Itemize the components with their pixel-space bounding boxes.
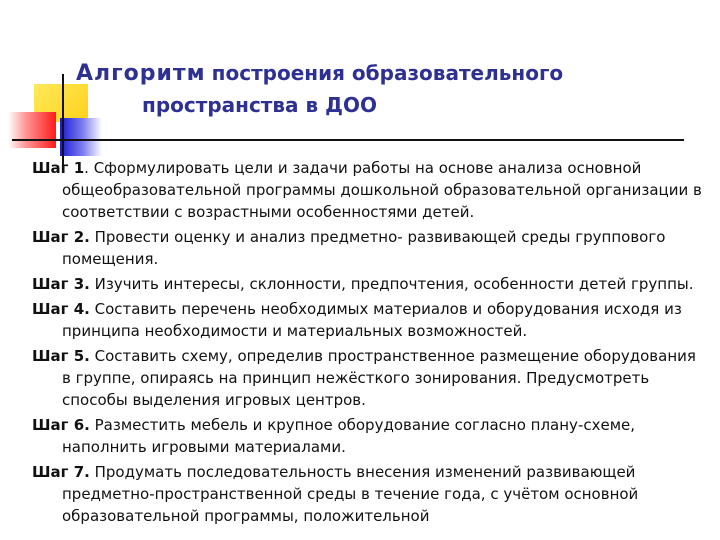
step-label: Шаг 5. <box>32 347 90 365</box>
step-label: Шаг 1 <box>32 159 85 177</box>
title-line1-rest: построения образовательного <box>211 61 564 85</box>
step-text: . Сформулировать цели и задачи работы на основе анализа основной общеобразовательной программы дошкольной образовательной организации в соответствии с возрастными особенностями детей. <box>62 159 702 221</box>
step-text: Продумать последовательность внесения изменений развивающей предметно-пространственной среды в течение года, с учётом основной образовательной программы, положительной <box>62 463 639 525</box>
decor-red-square <box>8 112 56 148</box>
slide-title <box>76 58 696 120</box>
step-item <box>32 157 708 223</box>
step-label: Шаг 3. <box>32 275 90 293</box>
step-item <box>32 298 708 342</box>
decor-blue-square <box>60 118 102 156</box>
step-text: Разместить мебель и крупное оборудование согласно плану-схеме, наполнить игровыми материалами. <box>62 416 636 456</box>
step-item <box>32 226 708 270</box>
step-item <box>32 414 708 458</box>
steps-list <box>32 157 708 530</box>
step-item <box>32 461 708 527</box>
step-text: Составить перечень необходимых материалов и оборудования исходя из принципа необходимости и материальных возможностей. <box>62 300 682 340</box>
step-item <box>32 345 708 411</box>
title-line2: пространства в ДОО <box>142 93 377 117</box>
step-label: Шаг 7. <box>32 463 90 481</box>
step-label: Шаг 4. <box>32 300 90 318</box>
step-text: Провести оценку и анализ предметно- развивающей среды группового помещения. <box>62 228 666 268</box>
step-label: Шаг 2. <box>32 228 90 246</box>
title-bold-word: Алгоритм <box>76 61 206 86</box>
title-divider-line <box>12 139 684 141</box>
step-text: Изучить интересы, склонности, предпочтения, особенности детей группы. <box>89 275 694 293</box>
step-text: Составить схему, определив пространственное размещение оборудования в группе, опираясь на принцип нежёсткого зонирования. Предусмотреть способы выделения игровых центров. <box>62 347 696 409</box>
step-item <box>32 273 708 295</box>
step-label: Шаг 6. <box>32 416 90 434</box>
